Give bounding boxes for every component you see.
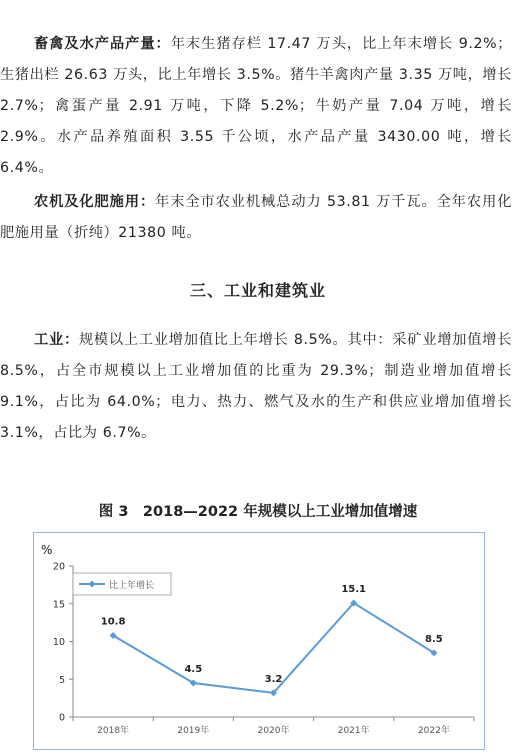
data-label: 4.5: [184, 664, 203, 676]
data-label: 3.2: [264, 673, 283, 685]
paragraph-machinery-heading: 农机及化肥施用：: [34, 194, 156, 210]
paragraph-livestock-text: 年末生猪存栏 17.47 万头，比上年末增长 9.2%；生猪出栏 26.63 万头，比上年增长 3.5%。猪牛羊禽肉产量 3.35 万吨，增长 2.7%；禽蛋产量 2.91 万吨，下降 5.2%；牛奶产量 7.04 万吨，增长 2.9%。水产品养殖面积 3.55 千公顷，水产品产量 3430.00 吨，增长 6.4%。: [0, 36, 512, 176]
data-label: 10.8: [100, 616, 126, 628]
paragraph-livestock: [0, 29, 512, 184]
legend-label: 比上年增长: [109, 581, 155, 591]
industrial-growth-chart: [33, 532, 485, 750]
paragraph-machinery-text: 年末全市农业机械总动力 53.81 万千瓦。全年农用化肥施用量（折纯）21380 吨。: [0, 194, 512, 241]
y-tick-label: 15: [52, 599, 65, 611]
x-tick-label: 2021年: [337, 726, 370, 736]
data-label: 15.1: [341, 583, 367, 595]
y-tick-label: 0: [58, 712, 65, 724]
paragraph-industry-text: 规模以上工业增加值比上年增长 8.5%。其中：采矿业增加值增长 8.5%，占全市规模以上工业增加值的比重为 29.3%；制造业增加值增长 9.1%，占比为 64.0%；电力、热力、燃气及水的生产和供应业增加值增长 3.1%，占比为 6.7%。: [0, 332, 513, 441]
x-tick-label: 2020年: [257, 726, 290, 736]
paragraph-machinery: [0, 187, 512, 249]
x-tick-label: 2022年: [417, 726, 450, 736]
x-tick-label: 2018年: [97, 726, 130, 736]
figure-title: 图 3 2018—2022 年规模以上工业增加值增速: [98, 504, 418, 520]
chart-legend: [73, 573, 171, 595]
paragraph-industry-heading: 工业：: [34, 332, 79, 348]
paragraph-livestock-heading: 畜禽及水产品产量：: [34, 36, 171, 52]
y-tick-label: 5: [58, 674, 65, 686]
paragraph-industry: [0, 325, 512, 449]
section-heading: 三、工业和建筑业: [189, 281, 326, 300]
y-axis-unit: %: [41, 543, 53, 557]
data-label: 8.5: [425, 633, 443, 645]
y-tick-label: 20: [52, 561, 65, 573]
x-tick-label: 2019年: [177, 726, 210, 736]
y-tick-label: 10: [52, 637, 65, 648]
